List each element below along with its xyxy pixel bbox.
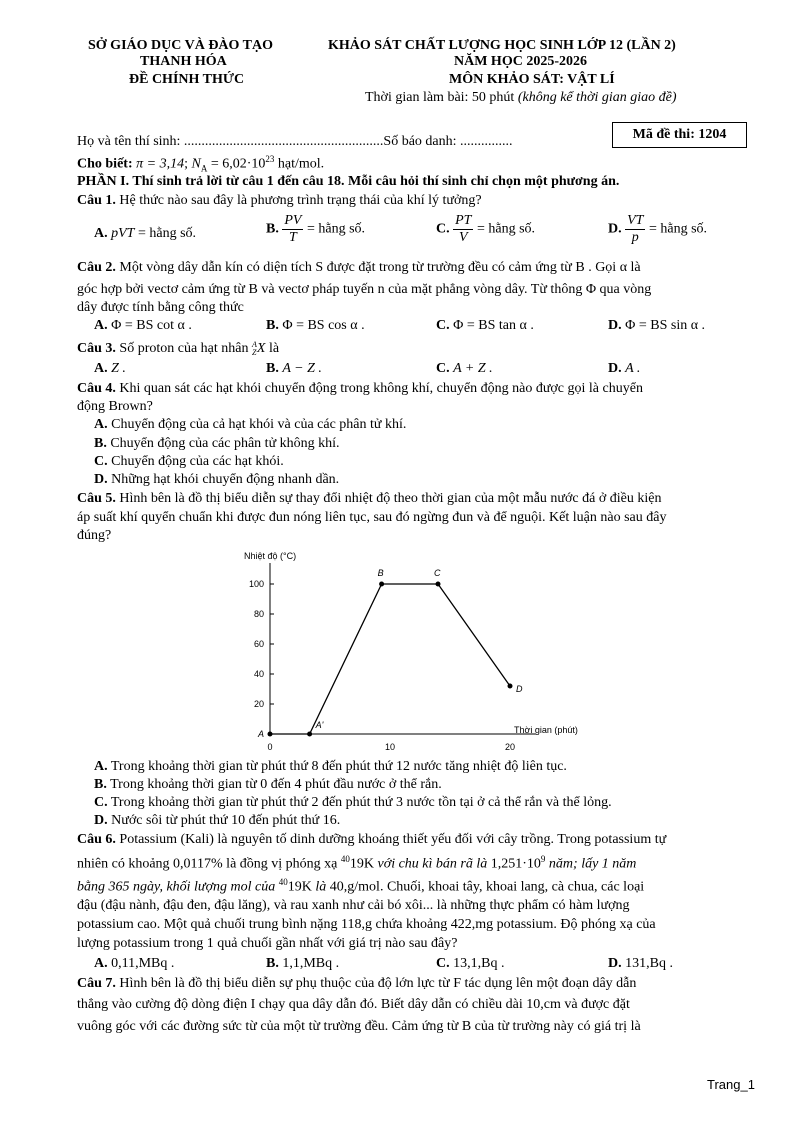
x-tick-label: 0 [267,742,273,752]
q1-option-d[interactable]: D. $\frac{VT}{p}$ = hằng số. [608,213,708,245]
question-3: Câu 3. Số proton của hạt nhân A Z X là [77,340,280,357]
y-tick-label: 100 [248,579,264,589]
q2-option-d[interactable]: D. Φ = BS sin α . [608,318,706,333]
question-6-line-5: potassium cao. Một quả chuối trung bình nặng 118,g chứa khoảng 422,mg potassium. Độ phóng xạ của [77,917,656,932]
question-2-line-1: Câu 2. Một vòng dây dẫn kín có diện tích S được đặt trong từ trường đều có cảm ứng từ B . Gọi α là [77,260,641,275]
x-tick-label: 20 [504,742,516,752]
question-6-line-4: đậu (đậu nành, đậu đen, đậu lăng), và rau xanh như cải bó xôi... là những thực phẩm có hàm lượng [77,898,630,913]
time-limit: Thời gian làm bài: 50 phút (không kể thời gian giao đề) [365,90,677,105]
school-year: NĂM HỌC 2025-2026 [454,54,587,69]
exam-code-box: Mã đề thi: 1204 [612,122,747,148]
question-7-line-2: thẳng vào cường độ dòng điện I chạy qua dây dẫn đó. Biết dây dẫn có chiều dài 10,cm và được đặt [77,997,630,1012]
temperature-time-chart [236,545,596,755]
question-7-line-3: vuông góc với các đường sức từ của một từ trường đều. Cảm ứng từ B của từ trường này có giá trị là [77,1019,641,1034]
y-tick-label: 20 [253,699,264,709]
subject: MÔN KHẢO SÁT: VẬT LÍ [449,72,615,87]
point-c [436,582,441,587]
q4-option-a[interactable]: A. Chuyển động của cả hạt khói và của các phân tử khí. [94,417,407,432]
point-label: A [258,729,265,739]
part-one-heading: PHẦN I. Thí sinh trả lời từ câu 1 đến câu 18. Mỗi câu hỏi thí sinh chỉ chọn một phương án. [77,174,620,189]
dept-name: SỞ GIÁO DỤC VÀ ĐÀO TẠO [88,38,274,53]
q3-option-b[interactable]: B. A − Z . [266,361,322,376]
x-axis-label: Thời gian (phút) [514,725,578,735]
q1-option-a[interactable]: A. pVT = hằng số. [94,226,197,241]
point-label: B [377,568,384,578]
q2-option-a[interactable]: A. Φ = BS cot α . [94,318,192,333]
question-5-line-3: đúng? [77,528,112,543]
question-5-line-2: áp suất khí quyển chuẩn khi được đun nóng liên tục, sau đó ngừng đun và để nguội. Kết luận nào sau đây [77,510,667,525]
page-footer: Trang_1 [707,1077,755,1092]
q3-option-a[interactable]: A. Z . [94,361,126,376]
question-7-line-1: Câu 7. Hình bên là đồ thị biểu diễn sự phụ thuộc của độ lớn lực từ F tác dụng lên một đoạn dây dẫn [77,976,637,991]
y-axis-label: Nhiệt độ (°C) [244,551,297,561]
point-a-prime [307,732,312,737]
question-4-line-2: động Brown? [77,399,153,414]
q6-option-b[interactable]: B. 1,1,MBq . [266,956,340,971]
x-tick-label: 10 [384,742,396,752]
point-b [379,582,384,587]
q3-option-c[interactable]: C. A + Z . [436,361,493,376]
q6-option-d[interactable]: D. 131,Bq . [608,956,673,971]
question-2-line-2: góc hợp bởi vectơ cảm ứng từ B và vectơ pháp tuyến n của mặt phẳng vòng dây. Từ thông Φ qua vòng [77,282,652,297]
point-label: A' [315,720,324,730]
q3-option-d[interactable]: D. A . [608,361,641,376]
y-tick-label: 40 [253,669,264,679]
q2-option-c[interactable]: C. Φ = BS tan α . [436,318,534,333]
question-6-line-2: nhiên có khoảng 0,0117% là đồng vị phóng xạ $^{40}$19K với chu kì bán rã là $1,251\cdot 10^9$ năm; lấy 1 năm [77,854,637,872]
given-constants: Cho biết: π = 3,14; $N_A = 6,02\cdot 10^{23}$ hạt/mol. [77,154,325,174]
question-5-line-1: Câu 5. Hình bên là đồ thị biểu diễn sự thay đổi nhiệt độ theo thời gian của một mẫu nước đá ở điều kiện [77,491,662,506]
temperature-line [270,584,510,734]
question-1: Câu 1. Hệ thức nào sau đây là phương trình trạng thái của khí lý tưởng? [77,193,482,208]
q5-option-a[interactable]: A. Trong khoảng thời gian từ phút thứ 8 đến phút thứ 12 nước tăng nhiệt độ liên tục. [94,759,567,774]
point-label: D [516,684,523,694]
q5-option-d[interactable]: D. Nước sôi từ phút thứ 10 đến phút thứ 16. [94,813,341,828]
exam-title: KHẢO SÁT CHẤT LƯỢNG HỌC SINH LỚP 12 (LẦN 2) [328,38,676,53]
question-6-line-6: lượng potassium trong 1 quả chuối gần nhất với giá trị nào sau đây? [77,936,458,951]
y-tick-label: 60 [253,639,264,649]
student-info-line: Họ và tên thí sinh: .........................................................Số báo danh: ............... [77,134,513,149]
point-label: C [434,568,441,578]
point-a [268,732,273,737]
point-d [508,684,513,689]
question-4-line-1: Câu 4. Khi quan sát các hạt khói chuyển động trong không khí, chuyển động nào được gọi là chuyển [77,381,643,396]
q2-option-b[interactable]: B. Φ = BS cos α . [266,318,365,333]
q4-option-b[interactable]: B. Chuyển động của các phân tử không khí. [94,436,340,451]
q6-option-c[interactable]: C. 13,1,Bq . [436,956,505,971]
question-6-line-1: Câu 6. Potassium (Kali) là nguyên tố dinh dưỡng khoáng thiết yếu đối với cây trồng. Trong potassium tự [77,832,667,847]
q5-option-c[interactable]: C. Trong khoảng thời gian từ phút thứ 2 đến phút thứ 3 nước tồn tại ở cả thể rắn và thể lỏng. [94,795,612,810]
official-label: ĐỀ CHÍNH THỨC [129,72,245,87]
question-2-line-3: dây được tính bằng công thức [77,300,244,315]
q4-option-c[interactable]: C. Chuyển động của các hạt khói. [94,454,284,469]
province-name: THANH HÓA [140,54,227,69]
q6-option-a[interactable]: A. 0,11,MBq . [94,956,175,971]
y-tick-label: 80 [253,609,264,619]
q1-option-c[interactable]: C. $\frac{PT}{V}$ = hằng số. [436,213,536,245]
q4-option-d[interactable]: D. Những hạt khói chuyển động nhanh dần. [94,472,340,487]
q5-option-b[interactable]: B. Trong khoảng thời gian từ 0 đến 4 phút đầu nước ở thể rắn. [94,777,442,792]
question-6-line-3: bằng 365 ngày, khối lượng mol của $^{40}$19K là 40,g/mol. Chuối, khoai tây, khoai lang, cà chua, các loại [77,877,645,895]
q1-option-b[interactable]: B. $\frac{PV}{T}$ = hằng số. [266,213,366,245]
